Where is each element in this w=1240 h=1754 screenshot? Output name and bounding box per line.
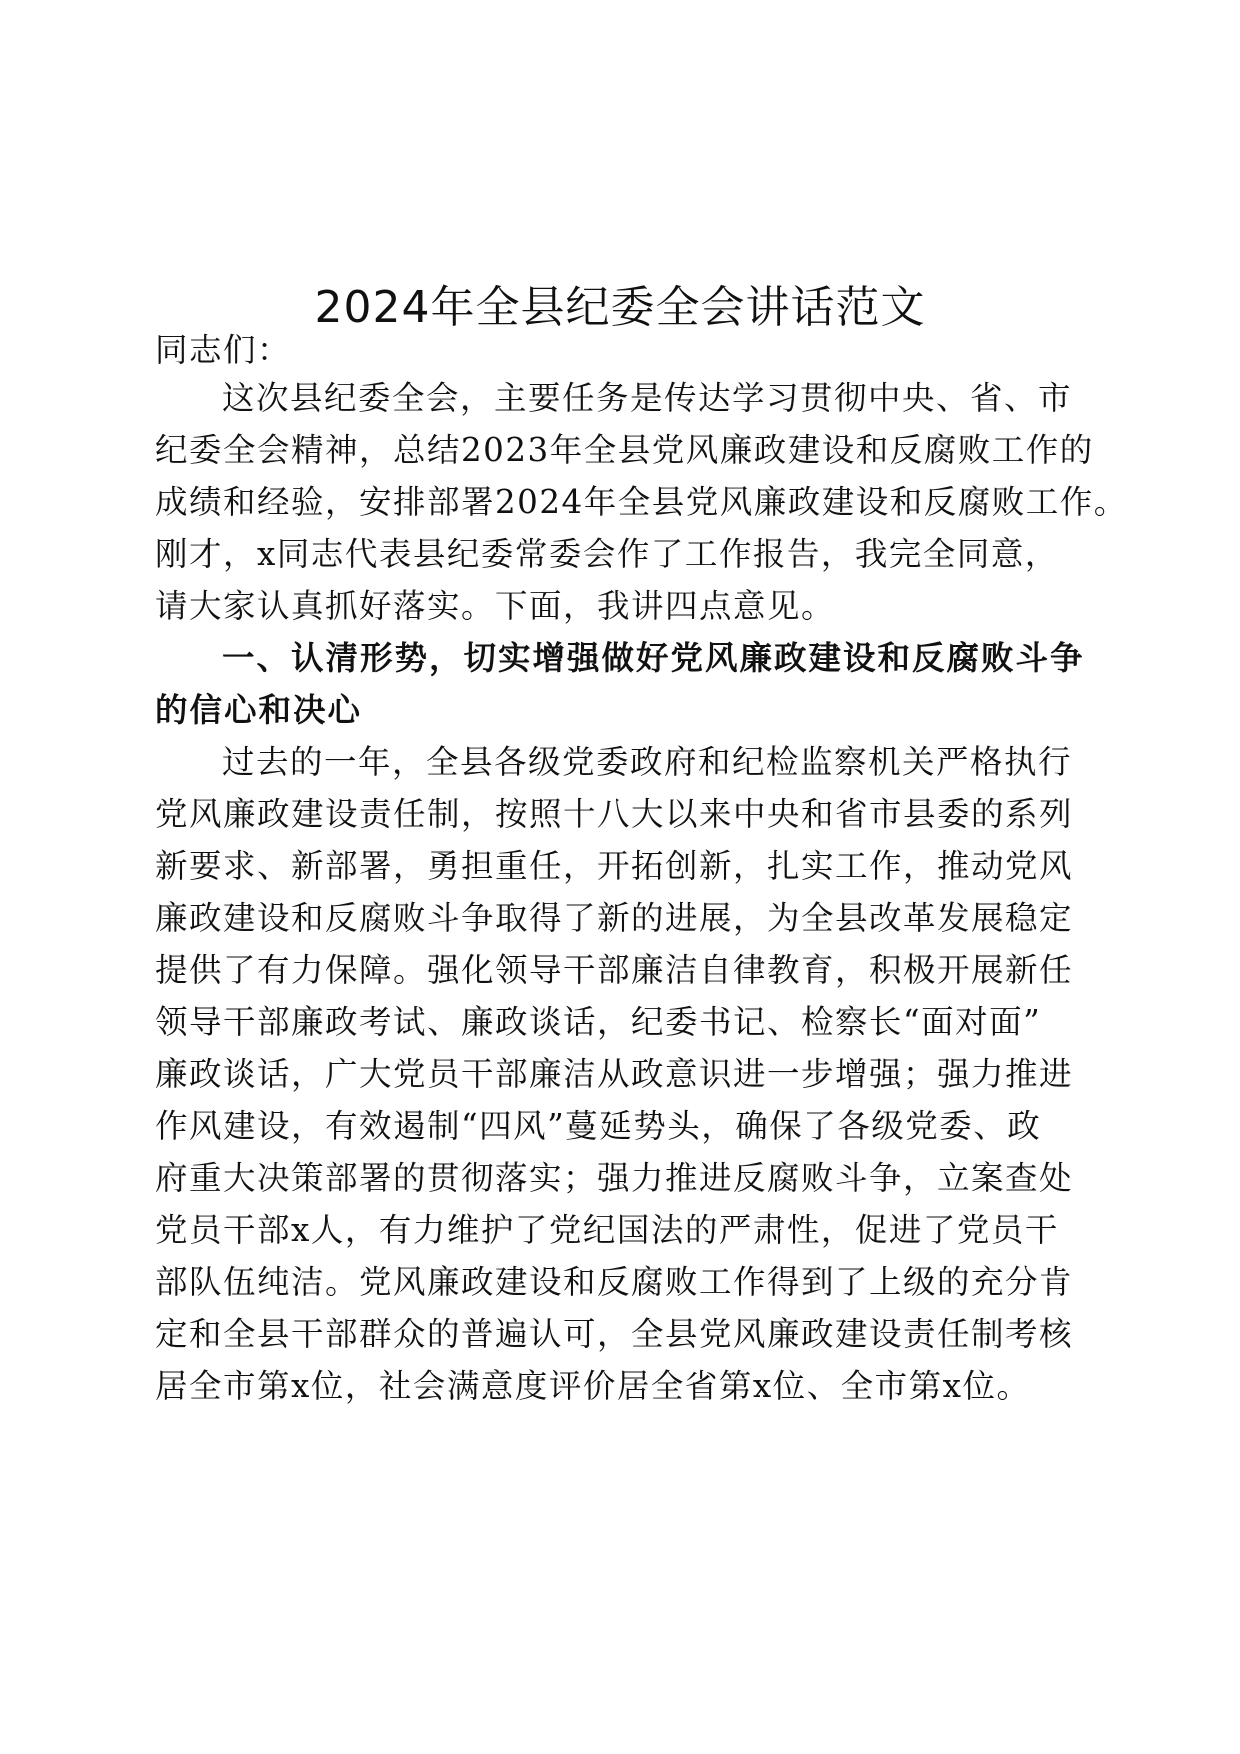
section-heading: 的信心和决心 xyxy=(155,691,363,729)
intro-line: 纪委全会精神，总结2023年全县党风廉政建设和反腐败工作的 xyxy=(155,431,1094,469)
intro-line: 这次县纪委全会，主要任务是传达学习贯彻中央、省、市 xyxy=(222,379,1073,417)
body-line: 过去的一年，全县各级党委政府和纪检监察机关严格执行 xyxy=(222,743,1073,781)
section-heading: 一、认清形势，切实增强做好党风廉政建设和反腐败斗争 xyxy=(222,639,1085,677)
body-line: 党员干部x人，有力维护了党纪国法的严肃性，促进了党员干 xyxy=(155,1211,1059,1249)
body-line: 新要求、新部署，勇担重任，开拓创新，扎实工作，推动党风 xyxy=(155,847,1074,885)
body-line: 部队伍纯洁。党风廉政建设和反腐败工作得到了上级的充分肯 xyxy=(155,1263,1074,1301)
intro-line: 请大家认真抓好落实。下面，我讲四点意见。 xyxy=(155,587,836,625)
body-line: 领导干部廉政考试、廉政谈话，纪委书记、检察长“面对面” xyxy=(155,1003,1042,1041)
body-line: 居全市第x位，社会满意度评价居全省第x位、全市第x位。 xyxy=(155,1367,1031,1405)
document-title: 2024年全县纪委全会讲话范文 xyxy=(314,282,926,333)
intro-line: 成绩和经验，安排部署2024年全县党风廉政建设和反腐败工作。 xyxy=(155,483,1128,521)
greeting: 同志们： xyxy=(155,331,292,369)
intro-line: 刚才，x同志代表县纪委常委会作了工作报告，我完全同意， xyxy=(155,535,1059,573)
body-line: 廉政谈话，广大党员干部廉洁从政意识进一步增强；强力推进 xyxy=(155,1055,1074,1093)
body-line: 作风建设，有效遏制“四风”蔓延势头，确保了各级党委、政 xyxy=(155,1107,1042,1145)
body-line: 廉政建设和反腐败斗争取得了新的进展，为全县改革发展稳定 xyxy=(155,899,1074,937)
body-line: 提供了有力保障。强化领导干部廉洁自律教育，积极开展新任 xyxy=(155,951,1074,989)
body-line: 府重大决策部署的贯彻落实；强力推进反腐败斗争，立案查处 xyxy=(155,1159,1074,1197)
body-line: 定和全县干部群众的普遍认可，全县党风廉政建设责任制考核 xyxy=(155,1315,1074,1353)
body-line: 党风廉政建设责任制，按照十八大以来中央和省市县委的系列 xyxy=(155,795,1074,833)
